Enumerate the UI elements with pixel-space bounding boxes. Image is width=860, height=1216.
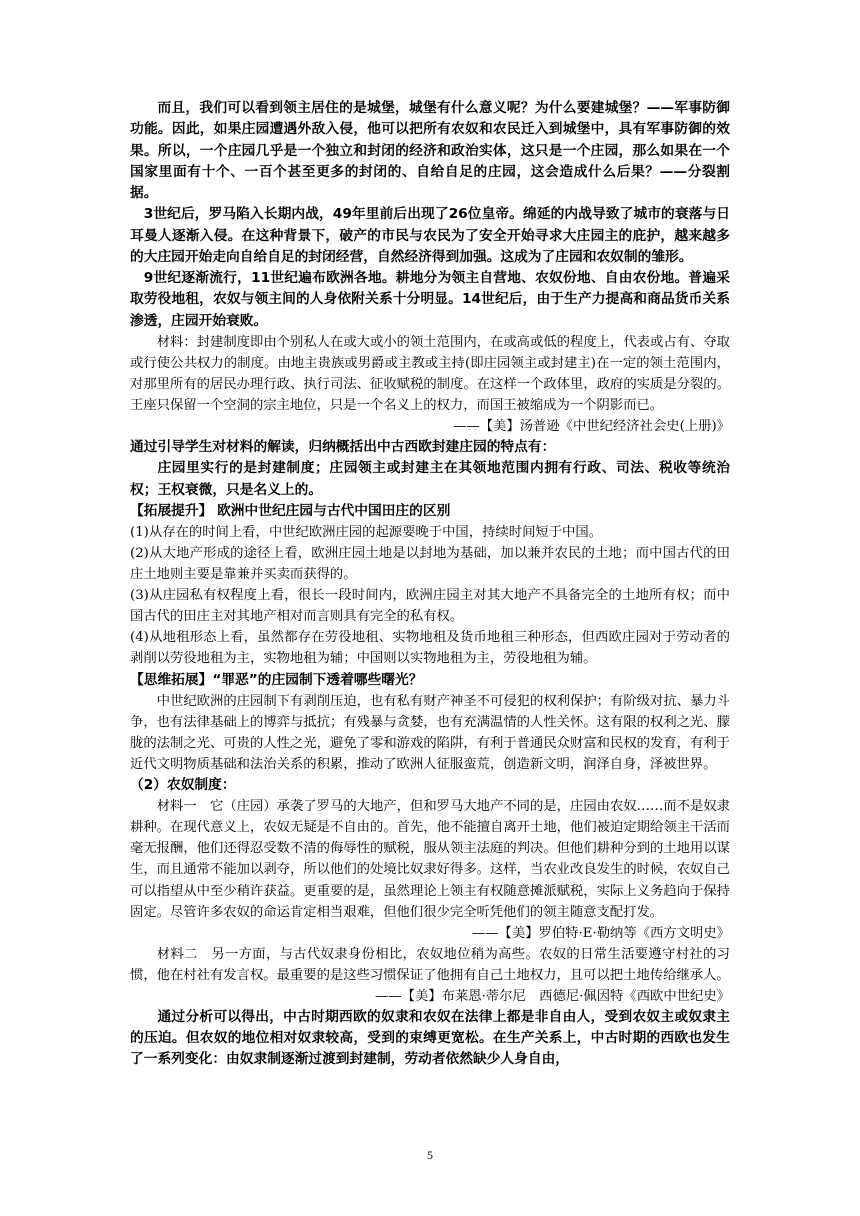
page-number: 5: [427, 1148, 433, 1162]
list-item-difference-1: (1)从存在的时间上看，中世纪欧洲庄园的起源要晚于中国，持续时间短于中国。: [130, 525, 603, 541]
material-one: 材料一 它（庄园）承袭了罗马的大地产，但和罗马大地产不同的是，庄园由农奴……而不是奴隶耕种。在现代意义上，农奴无疑是不自由的。首先，他不能擅自离开土地，他们被迫定期给领主干活而毫无报酬，他们还得忍受数不清的侮辱性的赋税，服从领主法庭的判决。但他们耕种分到的土地用以谋生，而且通常不能加以剥夺，所以他们的处境比奴隶好得多。这样，当农业改良发生的时候，农奴自己可以指望从中至少稍许获益。更重要的是，虽然理论上领主有权随意摊派赋税，实际上义务趋向于保持固定。尽管许多农奴的命运肯定相当艰难，但他们很少完全听凭他们的领主随意支配打发。: [130, 799, 730, 920]
paragraph-manor-features: 庄园里实行的是封建制度；庄园领主或封建主在其领地范围内拥有行政、司法、税收等统治权；王权衰微，只是名义上的。: [130, 460, 730, 498]
list-item-difference-2: (2)从大地产形成的途径上看，欧洲庄园土地是以封地为基础，加以兼并农民的土地；而中国古代的田庄土地则主要是靠兼并买卖而获得的。: [130, 546, 730, 583]
heading-thinking-extension: 【思维拓展】“罪恶”的庄园制下透着哪些曙光？: [130, 671, 423, 688]
paragraph-manor-spread: 9世纪逐渐流行，11世纪遍布欧洲各地。耕地分为领主自营地、农奴份地、自由农份地。普遍采取劳役地租，农奴与领主间的人身依附关系十分明显。14世纪后，由于生产力提高和商品货币关系渗透，庄园开始衰败。: [130, 270, 730, 329]
paragraph-analysis-conclusion: 通过分析可以得出，中古时期西欧的奴隶和农奴在法律上都是非自由人，受到农奴主或奴隶主的压迫。但农奴的地位相对奴隶较高，受到的束缚更宽松。在生产关系上，中古时期的西欧也发生了一系列变化：由奴隶制逐渐过渡到封建制，劳动者依然缺少人身自由，: [130, 1008, 730, 1068]
heading-extension: 【拓展提升】 欧洲中世纪庄园与古代中国田庄的区别: [130, 502, 451, 519]
page-body: [130, 98, 730, 1071]
list-item-difference-4: (4)从地租形态上看，虽然都存在劳役地租、实物地租及货币地租三种形态，但西欧庄园对于劳动者的剥削以劳役地租为主，实物地租为辅；中国则以实物地租为主，劳役地租为辅。: [130, 630, 730, 667]
citation-tierney: ——【美】布莱恩·蒂尔尼 西德尼·佩因特《西欧中世纪史》: [374, 988, 730, 1004]
heading-serfdom: （2）农奴制度：: [130, 777, 236, 793]
paragraph-guide-summary: 通过引导学生对材料的解读，归纳概括出中古西欧封建庄园的特点有：: [130, 439, 556, 456]
paragraph-castle: 而且，我们可以看到领主居住的是城堡，城堡有什么意义呢？为什么要建城堡？——军事防御功能。因此，如果庄园遭遇外敌入侵，他可以把所有农奴和农民迁入到城堡中，具有军事防御的效果。所以，一个庄园几乎是一个独立和封闭的经济和政治实体，这只是一个庄园，那么如果在一个国家里面有十个、一百个甚至更多的封闭的、自给自足的庄园，这会造成什么后果？——分裂割据。: [130, 100, 730, 201]
paragraph-rome-civil-war: 3世纪后，罗马陷入长期内战，49年里前后出现了26位皇帝。绵延的内战导致了城市的衰落与日耳曼人逐渐入侵。在这种背景下，破产的市民与农民为了安全开始寻求大庄园主的庇护，越来越多的大庄园开始走向自给自足的封闭经营，自然经济得到加强。这成为了庄园和农奴制的雏形。: [130, 206, 730, 265]
list-item-difference-3: (3)从庄园私有权程度上看，很长一段时间内，欧洲庄园主对其大地产不具备完全的土地所有权；而中国古代的田庄主对其地产相对而言则具有完全的私有权。: [130, 588, 730, 625]
material-two: 材料二 另一方面，与古代奴隶身份相比，农奴地位稍为高些。农奴的日常生活要遵守村社的习惯，他在村社有发言权。最重要的是这些习惯保证了他拥有自己土地权力，且可以把土地传给继承人。: [130, 946, 730, 983]
citation-lerner: ——【美】罗伯特·E·勒纳等《西方文明史》: [471, 925, 730, 941]
paragraph-light-of-manor: 中世纪欧洲的庄园制下有剥削压迫，也有私有财产神圣不可侵犯的权利保护；有阶级对抗、暴力斗争，也有法律基础上的博弈与抵抗；有残暴与贪婪，也有充满温情的人性关怀。这有限的权利之光、朦胧的法制之光、可贵的人性之光，避免了零和游戏的陷阱，有利于普通民众财富和民权的发育，有利于近代文明物质基础和法治关系的积累，推动了欧洲人征服蛮荒，创造新文明，润泽自身，泽被世界。: [130, 693, 730, 772]
material-feudal-system: 材料：封建制度即由个别私人在或大或小的领土范围内，在或高或低的程度上，代表或占有、夺取或行使公共权力的制度。由地主贵族或男爵或主教或主持(即庄园领主或封建主)在一定的领土范围内，对那里所有的居民办理行政、执行司法、征收赋税的制度。在这样一个政体里，政府的实质是分裂的。王座只保留一个空洞的宗主地位，只是一个名义上的权力，而国王被缩成为一个阴影而已。: [130, 334, 730, 413]
citation-thompson: ——【美】汤普逊《中世纪经济社会史(上册)》: [453, 419, 730, 434]
